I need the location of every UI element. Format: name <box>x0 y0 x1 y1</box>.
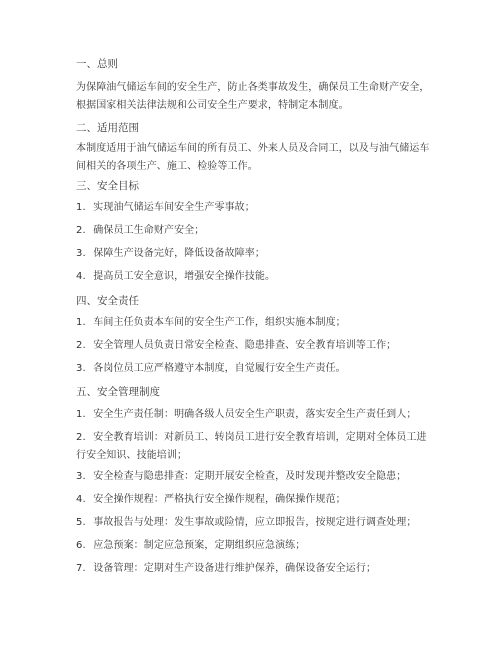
list-item-number: 2. <box>76 432 86 443</box>
section-body-scope: 本制度适用于油气储运车间的所有员工、外来人员及合同工，以及与油气储运车间相关的各项生产、施工、检验等工作。 <box>76 143 430 172</box>
list-item-text: 安全教育培训：对新员工、转岗员工进行安全教育培训，定期对全体员工进行安全知识、技能培训； <box>76 432 427 461</box>
list-item-text: 应急预案：制定应急预案，定期组织应急演练； <box>93 540 306 551</box>
list-item <box>76 537 434 555</box>
list-item-number: 2. <box>76 340 86 351</box>
list-item <box>76 514 434 532</box>
list-item <box>76 314 434 332</box>
list-item-number: 4. <box>76 271 86 282</box>
list-item-text: 安全操作规程：严格执行安全操作规程，确保操作规范； <box>93 494 346 505</box>
list-item <box>76 406 434 424</box>
section-heading-general: 一、总则 <box>76 58 118 70</box>
list-item-text: 安全检查与隐患排查：定期开展安全检查，及时发现并整改安全隐患； <box>93 471 407 482</box>
list-item-number: 1. <box>76 202 86 213</box>
section-body-general: 为保障油气储运车间的安全生产，防止各类事故发生，确保员工生命财产安全，根据国家相关法律法规和公司安全生产要求，特制定本制度。 <box>76 82 430 111</box>
list-item <box>76 245 434 263</box>
list-item-number: 3. <box>76 471 86 482</box>
section-heading-duties: 四、安全责任 <box>76 295 139 307</box>
list-item-text: 保障生产设备完好，降低设备故障率； <box>93 248 265 259</box>
list-item <box>76 429 434 465</box>
list-item-text: 车间主任负责本车间的安全生产工作，组织实施本制度； <box>93 317 346 328</box>
list-item <box>76 491 434 509</box>
list-item-text: 各岗位员工应严格遵守本制度，自觉履行安全生产责任。 <box>93 363 346 374</box>
section-heading-management: 五、安全管理制度 <box>76 386 160 398</box>
list-item <box>76 222 434 240</box>
section-heading-goals: 三、安全目标 <box>76 180 139 192</box>
list-item <box>76 560 434 578</box>
list-item-number: 2. <box>76 225 86 236</box>
list-item-number: 1. <box>76 409 86 420</box>
list-item-number: 5. <box>76 517 86 528</box>
list-item-number: 6. <box>76 540 86 551</box>
list-item-text: 提高员工安全意识，增强安全操作技能。 <box>93 271 276 282</box>
list-item-text: 安全管理人员负责日常安全检查、隐患排查、安全教育培训等工作； <box>93 340 397 351</box>
list-item-text: 安全生产责任制：明确各级人员安全生产职责，落实安全生产责任到人； <box>93 409 417 420</box>
list-item <box>76 268 434 286</box>
list-item <box>76 199 434 217</box>
list-item <box>76 468 434 486</box>
list-item-number: 3. <box>76 363 86 374</box>
list-item-text: 确保员工生命财产安全； <box>93 225 205 236</box>
list-item <box>76 337 434 355</box>
list-item-number: 1. <box>76 317 86 328</box>
list-item-number: 3. <box>76 248 86 259</box>
list-item-number: 4. <box>76 494 86 505</box>
list-item-text: 实现油气储运车间安全生产零事故； <box>93 202 255 213</box>
list-item <box>76 360 434 378</box>
section-heading-scope: 二、适用范围 <box>76 122 139 134</box>
list-item-number: 7. <box>76 563 86 574</box>
list-item-text: 设备管理：定期对生产设备进行维护保养，确保设备安全运行； <box>93 563 377 574</box>
list-item-text: 事故报告与处理：发生事故或险情，应立即报告，按规定进行调查处理； <box>93 517 417 528</box>
